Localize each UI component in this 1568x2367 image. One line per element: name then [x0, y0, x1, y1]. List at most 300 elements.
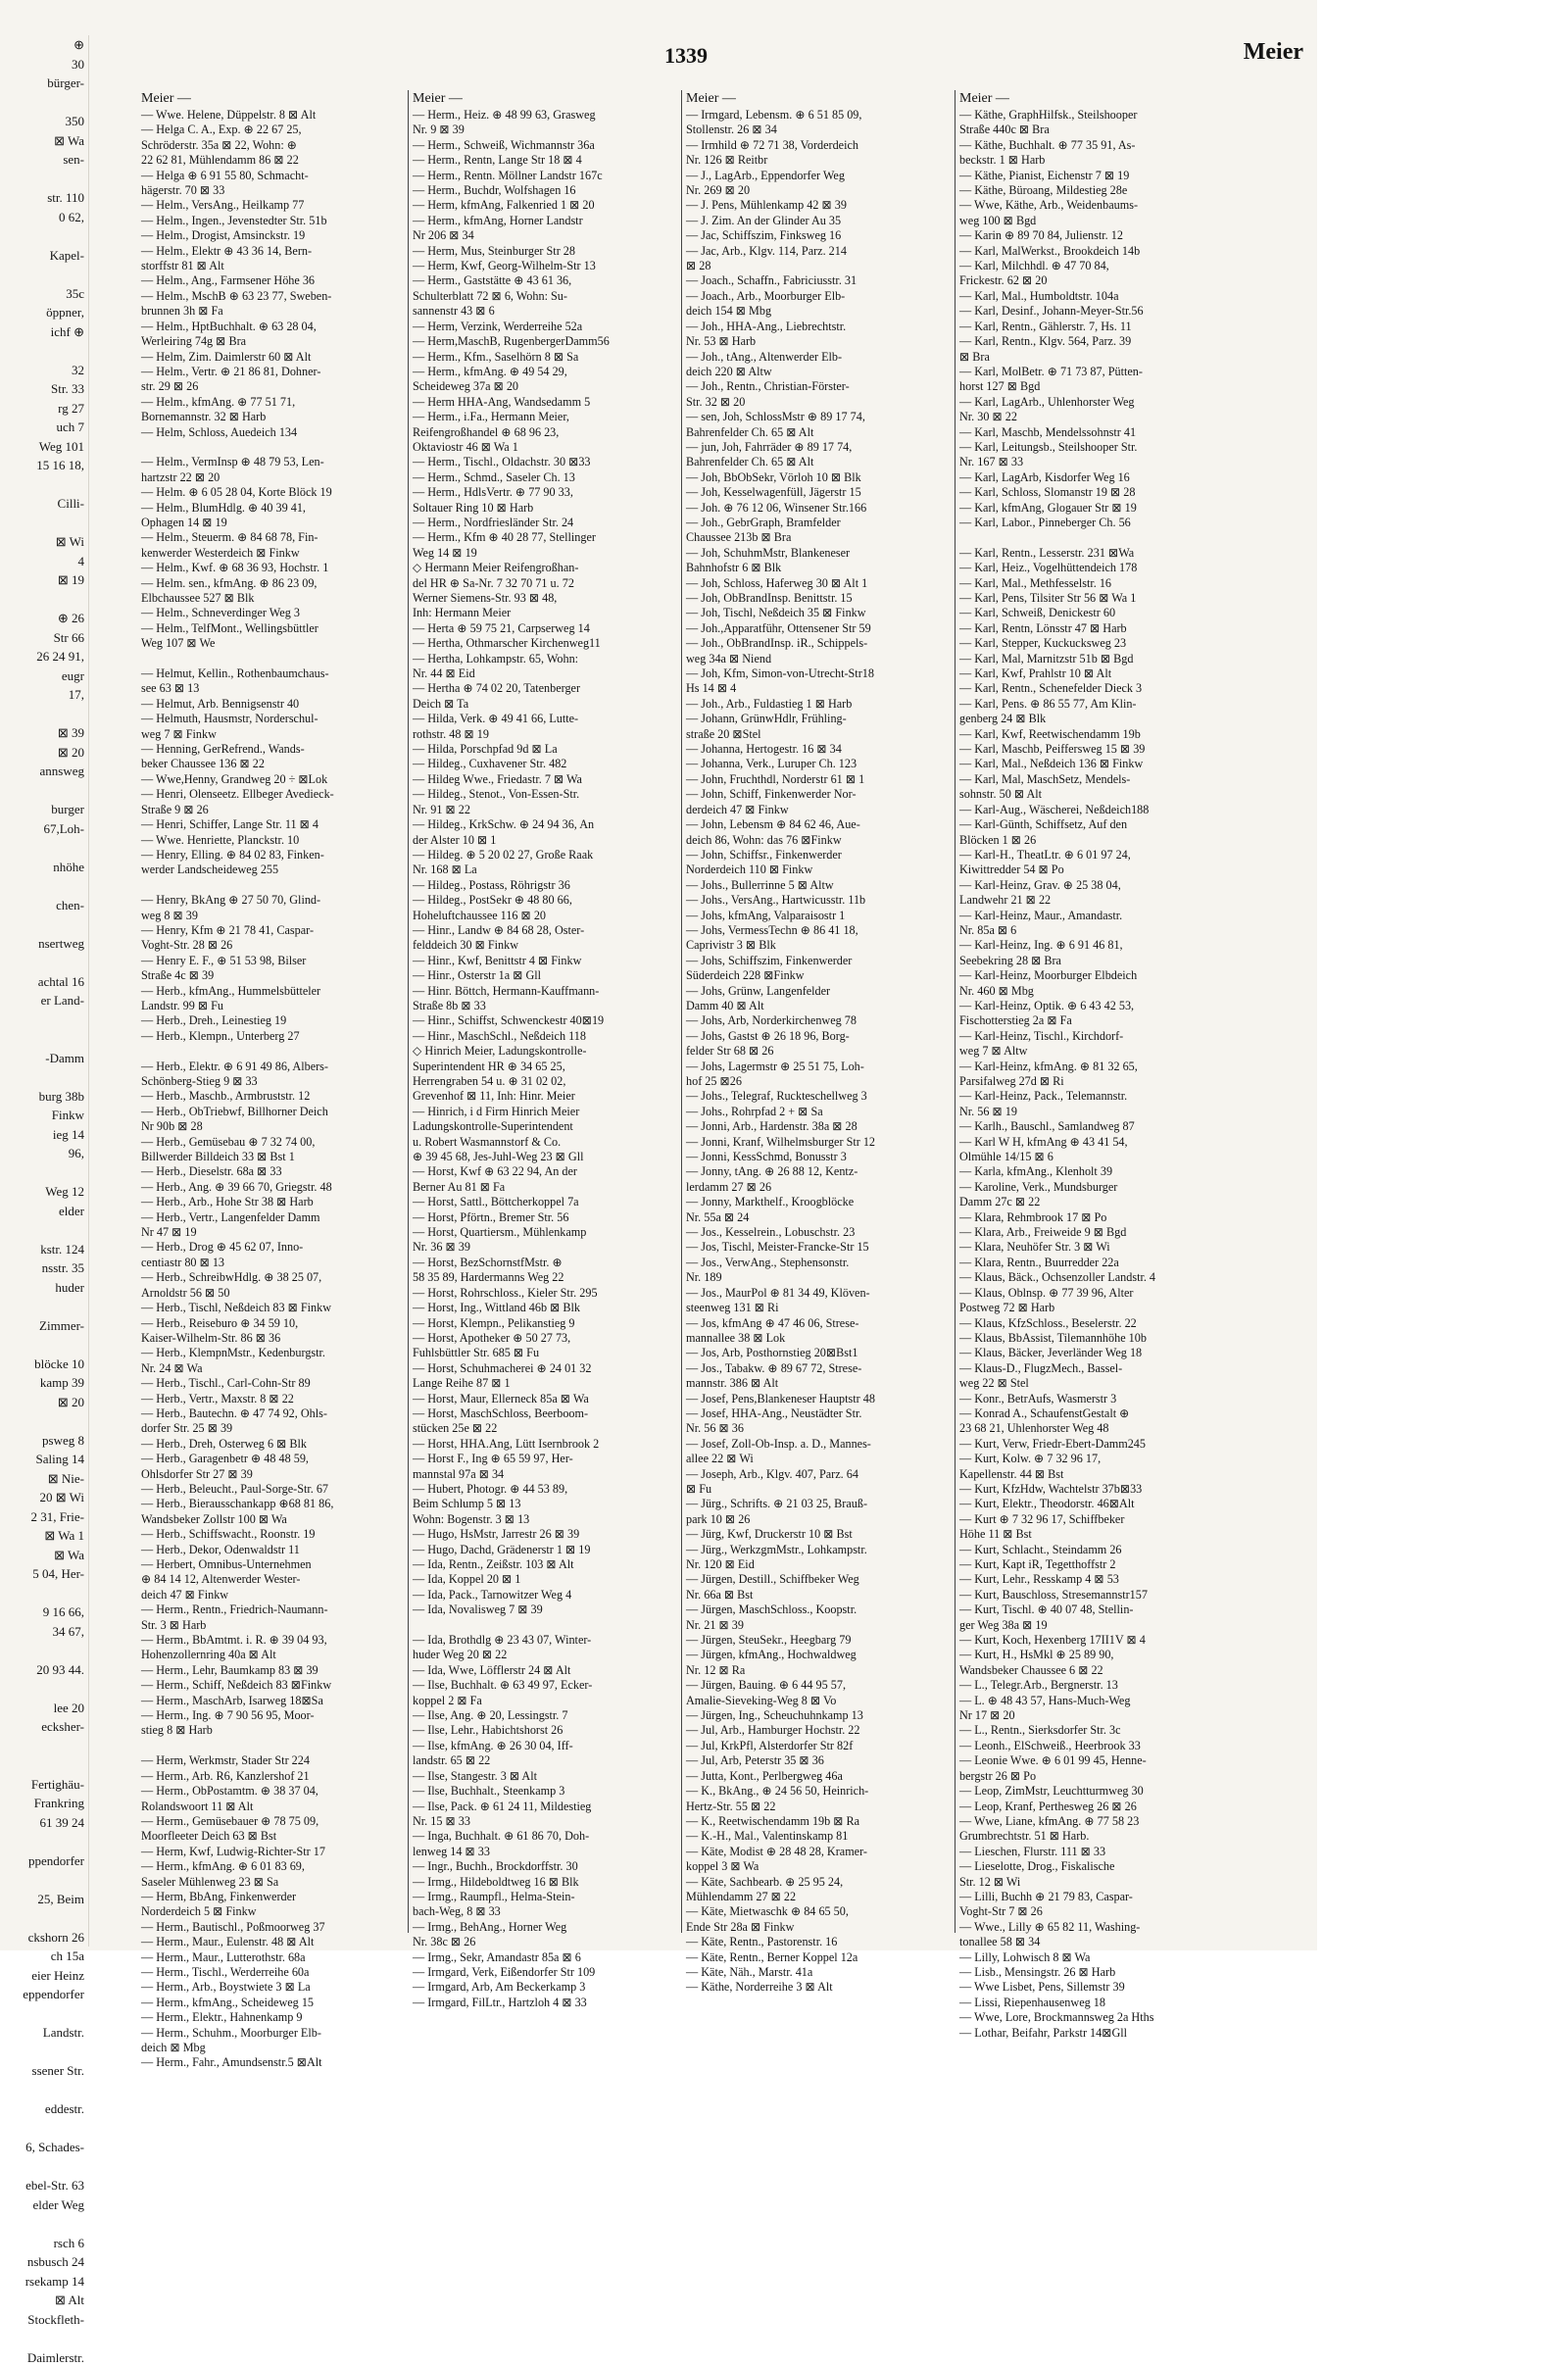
directory-entry: stieg 8 ⊠ Harb	[141, 1723, 404, 1738]
edge-fragment: kamp 39	[0, 1373, 88, 1393]
directory-entry: beker Chaussee 136 ⊠ 22	[141, 757, 404, 771]
directory-entry: — Hildeg., KrkSchw. ⊕ 24 94 36, An	[413, 817, 675, 832]
edge-fragment: ppendorfer	[0, 1851, 88, 1871]
directory-entry: — Karl, Mal., Humboldtstr. 104a	[959, 289, 1222, 304]
directory-entry: Amalie-Sieveking-Weg 8 ⊠ Vo	[686, 1694, 949, 1708]
directory-entry: — Henri, Olenseetz. Ellbeger Avedieck-	[141, 787, 404, 802]
directory-entry: Voght-Str. 28 ⊠ 26	[141, 938, 404, 953]
directory-entry: Olmühle 14/15 ⊠ 6	[959, 1150, 1222, 1164]
directory-entry: — Helm., VermInsp ⊕ 48 79 53, Len-	[141, 455, 404, 469]
directory-entry: Caprivistr 3 ⊠ Blk	[686, 938, 949, 953]
directory-entry: mannstr. 386 ⊠ Alt	[686, 1376, 949, 1391]
directory-entry: steenweg 131 ⊠ Ri	[686, 1301, 949, 1315]
directory-entry: Schulterblatt 72 ⊠ 6, Wohn: Su-	[413, 289, 675, 304]
edge-fragment	[0, 1755, 88, 1775]
directory-entry: — Joh, Schloss, Haferweg 30 ⊠ Alt 1	[686, 576, 949, 591]
edge-fragment: ⊕	[0, 35, 88, 55]
directory-entry: — Klaus, Bäcker, Jeverländer Weg 18	[959, 1346, 1222, 1360]
directory-entry: Nr. 460 ⊠ Mbg	[959, 984, 1222, 999]
directory-entry: — Johs., Bullerrinne 5 ⊠ Altw	[686, 878, 949, 893]
directory-entry: — Irmg., Hildeboldtweg 16 ⊠ Blk	[413, 1875, 675, 1890]
directory-entry: — Herb., Dreh., Leinestieg 19	[141, 1013, 404, 1028]
directory-entry: — Klara, Neuhöfer Str. 3 ⊠ Wi	[959, 1240, 1222, 1255]
directory-entry: ⊕ 39 45 68, Jes-Juhl-Weg 23 ⊠ Gll	[413, 1150, 675, 1164]
directory-entry: — Herb., Vertr., Langenfelder Damm	[141, 1210, 404, 1225]
edge-fragment	[0, 781, 88, 801]
directory-entry: Moorfleeter Deich 63 ⊠ Bst	[141, 1829, 404, 1844]
edge-fragment: 32	[0, 361, 88, 380]
directory-entry: — Jul, Arb., Hamburger Hochstr. 22	[686, 1723, 949, 1738]
directory-entry: — Karl, Mal., Neßdeich 136 ⊠ Finkw	[959, 757, 1222, 771]
directory-entry: Nr. 66a ⊠ Bst	[686, 1588, 949, 1603]
edge-fragment: 5 04, Her-	[0, 1564, 88, 1584]
directory-entry: — Karl, Rentn., Klgv. 564, Parz. 39	[959, 334, 1222, 349]
directory-entry: — L., Rentn., Sierksdorfer Str. 3c	[959, 1723, 1222, 1738]
directory-entry: str. 29 ⊠ 26	[141, 379, 404, 394]
directory-entry: — Wwe,Henny, Grandweg 20 ÷ ⊠Lok	[141, 772, 404, 787]
directory-entry: — Herb., Gemüsebau ⊕ 7 32 74 00,	[141, 1135, 404, 1150]
directory-entry: — Jürgen, Ing., Scheuchuhnkamp 13	[686, 1708, 949, 1723]
directory-entry: — L., Telegr.Arb., Bergnerstr. 13	[959, 1678, 1222, 1693]
directory-entry: Berner Au 81 ⊠ Fa	[413, 1180, 675, 1195]
directory-entry: — Wwe Lisbet, Pens, Sillemstr 39	[959, 1980, 1222, 1995]
directory-entry: Inh: Hermann Meier	[413, 606, 675, 620]
directory-entry: — Herm., i.Fa., Hermann Meier,	[413, 410, 675, 424]
directory-entry: kenwerder Westerdeich ⊠ Finkw	[141, 546, 404, 561]
edge-fragment: Str 66	[0, 628, 88, 648]
directory-entry: — Hildeg., Postass, Röhrigstr 36	[413, 878, 675, 893]
directory-entry: — Herm, BbAng, Finkenwerder	[141, 1890, 404, 1904]
directory-entry: deich ⊠ Mbg	[141, 2041, 404, 2055]
directory-entry: Lange Reihe 87 ⊠ 1	[413, 1376, 675, 1391]
directory-entry: — Helm., BlumHdlg. ⊕ 40 39 41,	[141, 501, 404, 516]
directory-entry: huder Weg 20 ⊠ 22	[413, 1648, 675, 1662]
directory-entry: — Henry E. F., ⊕ 51 53 98, Bilser	[141, 954, 404, 968]
directory-entry: — Kurt, Tischl. ⊕ 40 07 48, Stellin-	[959, 1603, 1222, 1617]
directory-entry: Soltauer Ring 10 ⊠ Harb	[413, 501, 675, 516]
directory-entry: — Hildeg., PostSekr ⊕ 48 80 66,	[413, 893, 675, 908]
directory-entry: — Herm, Verzink, Werderreihe 52a	[413, 320, 675, 334]
directory-entry: — Johann, GrünwHdlr, Frühling-	[686, 712, 949, 726]
directory-entry: — Jac, Arb., Klgv. 114, Parz. 214	[686, 244, 949, 259]
directory-entry: — Horst, HHA.Ang, Lütt Isernbrook 2	[413, 1437, 675, 1452]
directory-entry: — jun, Joh, Fahrräder ⊕ 89 17 74,	[686, 440, 949, 455]
directory-entry: Oktaviostr 46 ⊠ Wa 1	[413, 440, 675, 455]
directory-entry: — Käthe, Pianist, Eichenstr 7 ⊠ 19	[959, 169, 1222, 183]
directory-entry: — Jos., MaurPol ⊕ 81 34 49, Klöven-	[686, 1286, 949, 1301]
edge-fragment: 15 16 18,	[0, 456, 88, 475]
directory-entry: — Joh, SchuhmMstr, Blankeneser	[686, 546, 949, 561]
edge-fragment: burger	[0, 800, 88, 819]
edge-fragment: ieg 14	[0, 1125, 88, 1145]
directory-entry: der Alster 10 ⊠ 1	[413, 833, 675, 848]
directory-entry: — Jonny, Markthelf., Kroogblöcke	[686, 1195, 949, 1209]
facing-page-edge	[0, 35, 89, 1947]
directory-entry: — Herm., Nordfriesländer Str. 24	[413, 516, 675, 530]
edge-fragment	[0, 1163, 88, 1183]
edge-fragment: 20 93 44.	[0, 1660, 88, 1680]
directory-entry: — Herm., Tischl., Werderreihe 60a	[141, 1965, 404, 1980]
directory-entry: Elbchaussee 527 ⊠ Blk	[141, 591, 404, 606]
directory-entry: — Ida, Rentn., Zeißstr. 103 ⊠ Alt	[413, 1557, 675, 1572]
directory-entry: — Joh., HHA-Ang., Liebrechtstr.	[686, 320, 949, 334]
directory-entry: — Hilda, Porschpfad 9d ⊠ La	[413, 742, 675, 757]
directory-entry: — Josef, Pens,Blankeneser Hauptstr 48	[686, 1392, 949, 1406]
edge-fragment: ecksher-	[0, 1717, 88, 1737]
directory-entry: — Karl, Schweiß, Denickestr 60	[959, 606, 1222, 620]
directory-entry: Nr. 21 ⊠ 39	[686, 1618, 949, 1633]
directory-entry: — Joh., Rentn., Christian-Förster-	[686, 379, 949, 394]
directory-entry: — Herm., Fahr., Amundsenstr.5 ⊠Alt	[141, 2055, 404, 2070]
edge-fragment	[0, 838, 88, 858]
directory-entry: — Helm., TelfMont., Wellingsbüttler	[141, 621, 404, 636]
edge-fragment: eddestr.	[0, 2099, 88, 2119]
edge-fragment: ichf ⊕	[0, 322, 88, 342]
directory-entry: Hertz-Str. 55 ⊠ 22	[686, 1800, 949, 1814]
directory-entry: — Henry, Elling. ⊕ 84 02 83, Finken-	[141, 848, 404, 863]
directory-entry: — J. Pens, Mühlenkamp 42 ⊠ 39	[686, 198, 949, 213]
directory-entry: — Karl, Milchhdl. ⊕ 47 70 84,	[959, 259, 1222, 273]
edge-fragment: Weg 101	[0, 437, 88, 457]
edge-fragment: Weg 12	[0, 1182, 88, 1202]
directory-entry: — Joh., tAng., Altenwerder Elb-	[686, 350, 949, 365]
directory-entry: — Herm., Buchdr, Wolfshagen 16	[413, 183, 675, 198]
directory-entry	[141, 1739, 404, 1753]
directory-entry: — Wwe. Helene, Düppelstr. 8 ⊠ Alt	[141, 108, 404, 123]
directory-entry: — Karlh., Bauschl., Samlandweg 87	[959, 1119, 1222, 1134]
directory-entry: werder Landscheideweg 255	[141, 863, 404, 877]
directory-entry: weg 22 ⊠ Stel	[959, 1376, 1222, 1391]
directory-entry: felddeich 30 ⊠ Finkw	[413, 938, 675, 953]
directory-entry: — K., Reetwischendamm 19b ⊠ Ra	[686, 1814, 949, 1829]
edge-fragment: ⊠ Wa	[0, 131, 88, 151]
directory-entry: — Helm, Zim. Daimlerstr 60 ⊠ Alt	[141, 350, 404, 365]
directory-entry: — Hilda, Verk. ⊕ 49 41 66, Lutte-	[413, 712, 675, 726]
directory-entry: — Inga, Buchhalt. ⊕ 61 86 70, Doh-	[413, 1829, 675, 1844]
edge-fragment: ⊠ Wa	[0, 1546, 88, 1565]
directory-entry: — Herb., KlempnMstr., Kedenburgstr.	[141, 1346, 404, 1360]
directory-entry: — Joseph, Arb., Klgv. 407, Parz. 64	[686, 1467, 949, 1482]
directory-entry: — Karl, Heiz., Vogelhüttendeich 178	[959, 561, 1222, 575]
directory-entry: — Jürg., WerkzgmMstr., Lohkampstr.	[686, 1543, 949, 1557]
directory-entry: — Herb., Beleucht., Paul-Sorge-Str. 67	[141, 1482, 404, 1497]
directory-entry: — Herm., kfmAng., Scheideweg 15	[141, 1996, 404, 2010]
edge-fragment	[0, 1584, 88, 1603]
directory-entry: Fuhlsbüttler Str. 685 ⊠ Fu	[413, 1346, 675, 1360]
edge-fragment: 350	[0, 112, 88, 131]
directory-entry: — Jürgen, Destill., Schiffbeker Weg	[686, 1572, 949, 1587]
edge-fragment: ⊕ 26	[0, 609, 88, 628]
directory-entry: — Lieselotte, Drog., Fiskalische	[959, 1859, 1222, 1874]
directory-entry: — Karl, Kwf, Reetwischendamm 19b	[959, 727, 1222, 742]
directory-entry: — Helm., kfmAng. ⊕ 77 51 71,	[141, 395, 404, 410]
directory-entry: — Joh., Arb., Fuldastieg 1 ⊠ Harb	[686, 697, 949, 712]
edge-fragment: nhöhe	[0, 858, 88, 877]
directory-entry: — Horst, Maur, Ellerneck 85a ⊠ Wa	[413, 1392, 675, 1406]
directory-entry: — Klaus, KfzSchloss., Beselerstr. 22	[959, 1316, 1222, 1331]
directory-entry: — Konr., BetrAufs, Wasmerstr 3	[959, 1392, 1222, 1406]
directory-entry: allee 22 ⊠ Wi	[686, 1452, 949, 1466]
directory-entry: — Horst, Apotheker ⊕ 50 27 73,	[413, 1331, 675, 1346]
directory-entry: Landstr. 99 ⊠ Fu	[141, 999, 404, 1013]
directory-entry: bergstr 26 ⊠ Po	[959, 1769, 1222, 1784]
directory-entry: Rolandswoort 11 ⊠ Alt	[141, 1800, 404, 1814]
edge-fragment	[0, 1641, 88, 1660]
directory-entry: stücken 25e ⊠ 22	[413, 1421, 675, 1436]
directory-entry: Weg 14 ⊠ 19	[413, 546, 675, 561]
edge-fragment	[0, 590, 88, 610]
directory-entry: — Herb., Drog ⊕ 45 62 07, Inno-	[141, 1240, 404, 1255]
directory-entry: Seebekring 28 ⊠ Bra	[959, 954, 1222, 968]
directory-entry: — Herb., Dreh, Osterweg 6 ⊠ Blk	[141, 1437, 404, 1452]
directory-entry: — Johs, VermessTechn ⊕ 86 41 18,	[686, 923, 949, 938]
edge-fragment	[0, 226, 88, 246]
directory-entry: — Hildeg., Stenot., Von-Essen-Str.	[413, 787, 675, 802]
edge-fragment: 4	[0, 552, 88, 571]
directory-entry: — Käte, Näh., Marstr. 41a	[686, 1965, 949, 1980]
directory-entry: — Helm., MschB ⊕ 63 23 77, Sweben-	[141, 289, 404, 304]
directory-entry: brunnen 3h ⊠ Fa	[141, 304, 404, 319]
directory-entry: — Käthe, Büroang, Mildestieg 28e	[959, 183, 1222, 198]
directory-entry: — Johs, Arb, Norderkirchenweg 78	[686, 1013, 949, 1028]
directory-entry: — Hinr., Schiffst, Schwenckestr 40⊠19	[413, 1013, 675, 1028]
directory-entry: koppel 2 ⊠ Fa	[413, 1694, 675, 1708]
directory-entry: — Lilly, Lohwisch 8 ⊠ Wa	[959, 1950, 1222, 1965]
directory-entry: — Jos., Kesselrein., Lobuschstr. 23	[686, 1225, 949, 1240]
directory-entry: — Käte, Mietwaschk ⊕ 84 65 50,	[686, 1904, 949, 1919]
edge-fragment: Daimlerstr.	[0, 2348, 88, 2367]
directory-entry: — Karl, LagArb, Kisdorfer Weg 16	[959, 470, 1222, 485]
directory-entry: Schröderstr. 35a ⊠ 22, Wohn: ⊕	[141, 138, 404, 153]
directory-entry: — Ida, Pack., Tarnowitzer Weg 4	[413, 1588, 675, 1603]
directory-entry: — Hinr., Kwf, Benittstr 4 ⊠ Finkw	[413, 954, 675, 968]
directory-entry: — Karl-H., TheatLtr. ⊕ 6 01 97 24,	[959, 848, 1222, 863]
edge-fragment: uch 7	[0, 418, 88, 437]
directory-entry: — Ilse, Pack. ⊕ 61 24 11, Mildestieg	[413, 1800, 675, 1814]
directory-entry: — Horst, MaschSchloss, Beerboom-	[413, 1406, 675, 1421]
directory-entry: storffstr 81 ⊠ Alt	[141, 259, 404, 273]
directory-entry: — Herb., Maschb., Armbruststr. 12	[141, 1089, 404, 1104]
directory-entry: Nr 90b ⊠ 28	[141, 1119, 404, 1134]
directory-entry: — Herm., HdlsVertr. ⊕ 77 90 33,	[413, 485, 675, 500]
directory-entry: — Karl, Rentn, Lönsstr 47 ⊠ Harb	[959, 621, 1222, 636]
directory-entry: weg 100 ⊠ Bgd	[959, 214, 1222, 228]
directory-entry: — Josef, Zoll-Ob-Insp. a. D., Mannes-	[686, 1437, 949, 1452]
directory-entry: — Wwe, Liane, kfmAng. ⊕ 77 58 23	[959, 1814, 1222, 1829]
directory-entry: — Herm., kfmAng. ⊕ 49 54 29,	[413, 365, 675, 379]
directory-entry: — Lothar, Beifahr, Parkstr 14⊠Gll	[959, 2026, 1222, 2041]
directory-entry: — Herm., Ing. ⊕ 7 90 56 95, Moor-	[141, 1708, 404, 1723]
directory-entry: — Herm., Maur., Lutterothstr. 68a	[141, 1950, 404, 1965]
directory-entry: Damm 27c ⊠ 22	[959, 1195, 1222, 1209]
directory-entry: Voght-Str 7 ⊠ 26	[959, 1904, 1222, 1919]
directory-entry: Bahnhofstr 6 ⊠ Blk	[686, 561, 949, 575]
directory-entry: — Karl, Rentn., Lesserstr. 231 ⊠Wa	[959, 546, 1222, 561]
directory-entry: — L. ⊕ 48 43 57, Hans-Much-Weg	[959, 1694, 1222, 1708]
edge-fragment: ⊠ Wi	[0, 532, 88, 552]
directory-entry: Nr. 120 ⊠ Eid	[686, 1557, 949, 1572]
directory-entry: — K., BkAng., ⊕ 24 56 50, Heinrich-	[686, 1784, 949, 1799]
directory-entry: Schönberg-Stieg 9 ⊠ 33	[141, 1074, 404, 1089]
directory-entry: — Karl-Heinz, Grav. ⊕ 25 38 04,	[959, 878, 1222, 893]
directory-entry: Str. 3 ⊠ Harb	[141, 1618, 404, 1633]
directory-entry: — Hertha ⊕ 74 02 20, Tatenberger	[413, 681, 675, 696]
directory-entry: — Hinr., Landw ⊕ 84 68 28, Oster-	[413, 923, 675, 938]
edge-fragment: ebel-Str. 63	[0, 2176, 88, 2195]
directory-entry: Billwerder Billdeich 33 ⊠ Bst 1	[141, 1150, 404, 1164]
edge-fragment	[0, 1832, 88, 1851]
directory-entry: — Joh, Tischl, Neßdeich 35 ⊠ Finkw	[686, 606, 949, 620]
directory-entry: — Herm., Kfm ⊕ 40 28 77, Stellinger	[413, 530, 675, 545]
edge-fragment: nsbusch 24	[0, 2252, 88, 2272]
directory-entry: — Kurt, Kolw. ⊕ 7 32 96 17,	[959, 1452, 1222, 1466]
directory-entry: ⊠ 28	[686, 259, 949, 273]
directory-entry: — Ingr., Buchh., Brockdorffstr. 30	[413, 1859, 675, 1874]
directory-entry: — Wwe, Käthe, Arb., Weidenbaums-	[959, 198, 1222, 213]
edge-fragment: Saling 14	[0, 1450, 88, 1469]
edge-fragment: 61 39 24	[0, 1813, 88, 1833]
directory-entry: — John, Lebensm ⊕ 84 62 46, Aue-	[686, 817, 949, 832]
directory-entry: — Karl, Labor., Pinneberger Ch. 56	[959, 516, 1222, 530]
edge-fragment	[0, 1411, 88, 1431]
directory-entry: — Helm. sen., kfmAng. ⊕ 86 23 09,	[141, 576, 404, 591]
directory-entry: Fischotterstieg 2a ⊠ Fa	[959, 1013, 1222, 1028]
directory-entry: weg 7 ⊠ Finkw	[141, 727, 404, 742]
directory-entry: — Hinr., Osterstr 1a ⊠ Gll	[413, 968, 675, 983]
directory-entry: — Jac, Schiffszim, Finksweg 16	[686, 228, 949, 243]
directory-entry: — Karl, Pens. ⊕ 86 55 77, Am Klin-	[959, 697, 1222, 712]
directory-entry: — Herm., Rentn, Lange Str 18 ⊠ 4	[413, 153, 675, 168]
directory-entry: — Karoline, Verk., Mundsburger	[959, 1180, 1222, 1195]
directory-entry: — Herm HHA-Ang, Wandsedamm 5	[413, 395, 675, 410]
directory-entry: landstr. 65 ⊠ 22	[413, 1753, 675, 1768]
directory-entry: tonallee 58 ⊠ 34	[959, 1935, 1222, 1949]
directory-entry: — Helga ⊕ 6 91 55 80, Schmacht-	[141, 169, 404, 183]
directory-entry: — Klara, Rentn., Buurredder 22a	[959, 1256, 1222, 1270]
directory-entry: — Herm, Kwf, Ludwig-Richter-Str 17	[141, 1845, 404, 1859]
directory-entry: Chaussee 213b ⊠ Bra	[686, 530, 949, 545]
edge-fragment: Cilli-	[0, 494, 88, 514]
directory-entry: — Herm, Mus, Steinburger Str 28	[413, 244, 675, 259]
directory-entry: Nr. 168 ⊠ La	[413, 863, 675, 877]
directory-entry: — Horst F., Ing ⊕ 65 59 97, Her-	[413, 1452, 675, 1466]
directory-entry: — Käte, Sachbearb. ⊕ 25 95 24,	[686, 1875, 949, 1890]
directory-entry: — Henning, GerRefrend., Wands-	[141, 742, 404, 757]
directory-entry: Saseler Mühlenweg 23 ⊠ Sa	[141, 1875, 404, 1890]
directory-entry: — Herm., Schmd., Saseler Ch. 13	[413, 470, 675, 485]
directory-entry: — Leonh., ElSchweiß., Heerbrook 33	[959, 1739, 1222, 1753]
directory-entry: — Jonni, Arb., Hardenstr. 38a ⊠ 28	[686, 1119, 949, 1134]
edge-fragment: sen-	[0, 150, 88, 170]
directory-entry: ⊕ 84 14 12, Altenwerder Wester-	[141, 1572, 404, 1587]
directory-entry: — Jos., Tabakw. ⊕ 89 67 72, Strese-	[686, 1361, 949, 1376]
directory-entry: dorfer Str. 25 ⊠ 39	[141, 1421, 404, 1436]
directory-entry: — Ilse, Lehr., Habichtshorst 26	[413, 1723, 675, 1738]
directory-entry: — Karl, Pens, Tilsiter Str 56 ⊠ Wa 1	[959, 591, 1222, 606]
directory-entry: weg 8 ⊠ 39	[141, 909, 404, 923]
edge-fragment: Zimmer-	[0, 1316, 88, 1336]
edge-fragment: Fertighäu-	[0, 1775, 88, 1795]
directory-entry: — Herb., SchreibwHdlg. ⊕ 38 25 07,	[141, 1270, 404, 1285]
directory-entry: — Klaus, Bäck., Ochsenzoller Landstr. 4	[959, 1270, 1222, 1285]
directory-entry: — Karl, Rentn., Gählerstr. 7, Hs. 11	[959, 320, 1222, 334]
directory-entry: Nr. 30 ⊠ 22	[959, 410, 1222, 424]
directory-entry: — Hildeg. ⊕ 5 20 02 27, Große Raak	[413, 848, 675, 863]
directory-entry: deich 154 ⊠ Mbg	[686, 304, 949, 319]
directory-entry: — Hildeg., Cuxhavener Str. 482	[413, 757, 675, 771]
directory-entry: — Joh, ObBrandInsp. Benittstr. 15	[686, 591, 949, 606]
directory-entry: — Karl, MolBetr. ⊕ 71 73 87, Pütten-	[959, 365, 1222, 379]
directory-entry: — Wwe, Lore, Brockmannsweg 2a Hths	[959, 2010, 1222, 2025]
directory-entry: — Ida, Brothdlg ⊕ 23 43 07, Winter-	[413, 1633, 675, 1648]
directory-entry: — Klara, Arb., Freiweide 9 ⊠ Bgd	[959, 1225, 1222, 1240]
directory-entry: — Hertha, Lohkampstr. 65, Wohn:	[413, 652, 675, 666]
directory-entry: — Herm., Gaststätte ⊕ 43 61 36,	[413, 273, 675, 288]
directory-entry: — Horst, Ing., Wittland 46b ⊠ Blk	[413, 1301, 675, 1315]
directory-entry: — Karl-Heinz, Maur., Amandastr.	[959, 909, 1222, 923]
directory-entry: — Klara, Rehmbrook 17 ⊠ Po	[959, 1210, 1222, 1225]
edge-fragment: 6, Schades-	[0, 2138, 88, 2157]
directory-entry: — Hinr. Böttch, Hermann-Kauffmann-	[413, 984, 675, 999]
directory-entry: — Karl, Mal, Marnitzstr 51b ⊠ Bgd	[959, 652, 1222, 666]
directory-entry: — Karl-Heinz, Ing. ⊕ 6 91 46 81,	[959, 938, 1222, 953]
directory-entry: — Karl, Mal, MaschSetz, Mendels-	[959, 772, 1222, 787]
directory-entry: beckstr. 1 ⊠ Harb	[959, 153, 1222, 168]
directory-entry: — Henri, Schiffer, Lange Str. 11 ⊠ 4	[141, 817, 404, 832]
directory-entry: Grumbrechtstr. 51 ⊠ Harb.	[959, 1829, 1222, 1844]
directory-entry: — Joh., GebrGraph, Bramfelder	[686, 516, 949, 530]
directory-entry: — Herm, Kwf, Georg-Wilhelm-Str 13	[413, 259, 675, 273]
directory-entry: — Käthe, Buchhalt. ⊕ 77 35 91, As-	[959, 138, 1222, 153]
edge-fragment: 20 ⊠ Wi	[0, 1488, 88, 1507]
directory-entry: — Karl-Heinz, Moorburger Elbdeich	[959, 968, 1222, 983]
column-3	[686, 90, 949, 1933]
directory-entry: ◇ Hinrich Meier, Ladungskontrolle-	[413, 1044, 675, 1059]
directory-entry: ⊠ Fu	[686, 1482, 949, 1497]
directory-entry: — Irmgard, Verk, Eißendorfer Str 109	[413, 1965, 675, 1980]
directory-entry: — Herm., Gemüsebauer ⊕ 78 75 09,	[141, 1814, 404, 1829]
directory-entry: Grevenhof ⊠ 11, Inh: Hinr. Meier	[413, 1089, 675, 1104]
directory-entry: — Irmgard, Arb, Am Beckerkamp 3	[413, 1980, 675, 1995]
directory-entry: Kiwittredder 54 ⊠ Po	[959, 863, 1222, 877]
directory-entry: — Herta ⊕ 59 75 21, Carpserweg 14	[413, 621, 675, 636]
directory-entry: — Leonie Wwe. ⊕ 6 01 99 45, Henne-	[959, 1753, 1222, 1768]
directory-entry: — Karl-Aug., Wäscherei, Neßdeich188	[959, 803, 1222, 817]
directory-entry: Scheideweg 37a ⊠ 20	[413, 379, 675, 394]
directory-entry: — Jürg, Kwf, Druckerstr 10 ⊠ Bst	[686, 1527, 949, 1542]
edge-fragment	[0, 2157, 88, 2177]
directory-entry: — J. Zim. An der Glinder Au 35	[686, 214, 949, 228]
directory-entry: — John, Schiffsr., Finkenwerder	[686, 848, 949, 863]
directory-entry: — Henry, Kfm ⊕ 21 78 41, Caspar-	[141, 923, 404, 938]
directory-entry: — Helm., HptBuchhalt. ⊕ 63 28 04,	[141, 320, 404, 334]
directory-entry: — Horst, Rohrschloss., Kieler Str. 295	[413, 1286, 675, 1301]
directory-entry: derdeich 47 ⊠ Finkw	[686, 803, 949, 817]
directory-entry: — Kurt ⊕ 7 32 96 17, Schiffbeker	[959, 1512, 1222, 1527]
directory-entry: ◇ Hermann Meier Reifengroßhan-	[413, 561, 675, 575]
directory-entry: — Helga C. A., Exp. ⊕ 22 67 25,	[141, 123, 404, 137]
directory-entry: Bornemannstr. 32 ⊠ Harb	[141, 410, 404, 424]
directory-entry: — Leop, ZimMstr, Leuchtturmweg 30	[959, 1784, 1222, 1799]
directory-entry: Superintendent HR ⊕ 34 65 25,	[413, 1060, 675, 1074]
column-body	[413, 108, 675, 2010]
directory-entry: u. Robert Wasmannstorf & Co.	[413, 1135, 675, 1150]
directory-entry: — Helmuth, Hausmstr, Norderschul-	[141, 712, 404, 726]
directory-entry: — Karla, kfmAng., Klenholt 39	[959, 1164, 1222, 1179]
directory-entry: — Karl, Stepper, Kuckucksweg 23	[959, 636, 1222, 651]
directory-entry: — K.-H., Mal., Valentinskamp 81	[686, 1829, 949, 1844]
directory-entry: — Käthe, Norderreihe 3 ⊠ Alt	[686, 1980, 949, 1995]
